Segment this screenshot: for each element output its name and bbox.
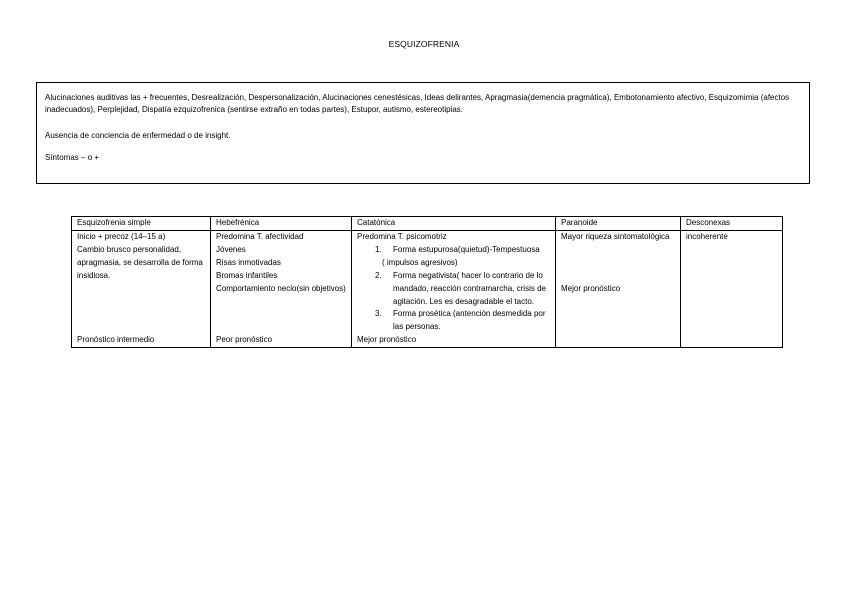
header-hebefrenica: Hebefrénica [211,217,352,231]
cell-simple [72,231,211,348]
page-title: ESQUIZOFRENIA [388,39,460,49]
hebefrenica-prognosis: Peor pronóstico [216,335,273,345]
cell-hebefrenica [211,231,352,348]
cell-catatonica [352,231,556,348]
simple-prognosis: Pronóstico intermedio [77,335,155,345]
cell-paranoide [556,231,681,348]
paranoide-description: Mayor riqueza sintomatológica [561,232,670,241]
hebefrenica-line: Comportamiento necio(sin objetivos) [216,283,346,293]
hebefrenica-line: Jóvenes [216,244,246,254]
header-catatonica: Catatónica [352,217,556,231]
hebefrenica-line: Predomina T. afectividad [216,232,304,241]
symptoms-box [36,82,810,184]
insight-paragraph: Ausencia de conciencia de enfermedad o de insight. [45,131,231,140]
signs-paragraph: Síntomas – o + [45,153,100,162]
catatonica-prognosis: Mejor pronóstico [357,335,417,345]
catatonica-impulses: ( impulsos agresivos) [382,257,458,267]
header-simple: Esquizofrenia simple [72,217,211,231]
table-row [72,231,783,348]
catatonica-intro: Predomina T. psicomotriz [357,232,447,241]
table-header-row [72,217,783,231]
simple-description: Cambio brusco personalidad, apragmasia, se desarrolla de forma insidiosa. [77,244,203,280]
hebefrenica-line: Bromas infantiles [216,270,278,280]
desconexas-description: incoherente [686,232,728,241]
symptoms-paragraph: Alucinaciones auditivas las + frecuentes, Desrealización, Despersonalización, Alucinaciones cenestésicas, Ideas delirantes, Apragmasia(demencia pragmática), Embotonamiento afectivo, Esquizomimia (afectos inadecuados), Perplejidad, Dispatía ezquizofrenica (sentirse extraño en todas partes), Estupor, autismo, estereotipias. [45,93,790,114]
hebefrenica-line: Risas inmotivadas [216,257,281,267]
list-item: 2. Forma negativista( hacer lo contrario de lo mandado, reacción contramarcha, crisis de agitación. Les es desagradable el tacto. [375,270,546,306]
schizophrenia-types-table [71,216,783,348]
header-paranoide: Paranoide [556,217,681,231]
header-desconexas: Desconexas [681,217,783,231]
list-item: 1. Forma estupurosa(quietud)-Tempestuosa [375,244,540,254]
paranoide-prognosis: Mejor pronóstico [561,283,621,293]
list-item: 3. Forma prosética (antención desmedida por las personas. [375,309,546,332]
catatonica-forms-list [357,270,550,335]
simple-onset: Inicio + precoz (14–15 a) [77,232,166,241]
catatonica-forms-list [357,244,550,257]
cell-desconexas [681,231,783,348]
